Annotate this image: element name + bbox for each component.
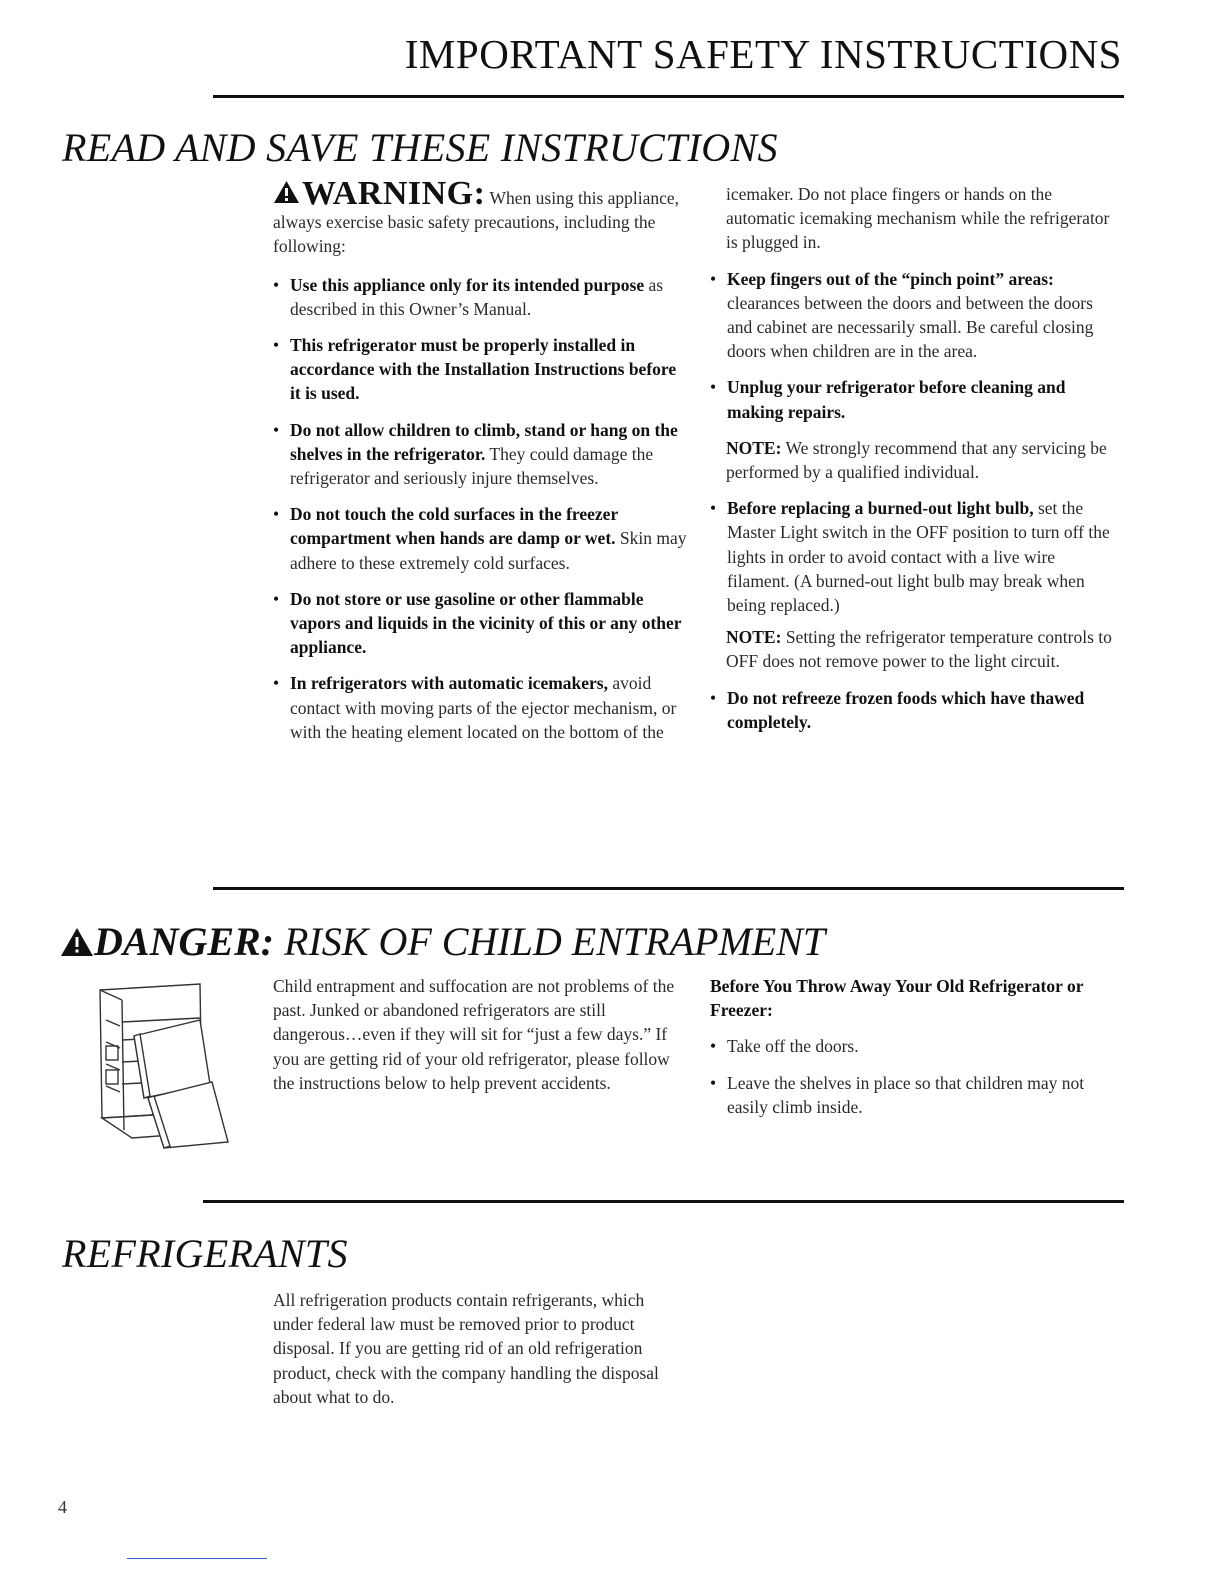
page-title: IMPORTANT SAFETY INSTRUCTIONS [404, 31, 1122, 77]
warning-intro [273, 175, 688, 259]
list-item: • Before replacing a burned-out light bulb, set the Master Light switch in the OFF position to turn off the lights in order to avoid contact with a live wire filament. (A burned-out light bulb may break when being replaced.) [710, 496, 1115, 617]
warning-intro-rest: this appliance, always exercise basic safety precautions, including the following: [273, 188, 680, 257]
right-bullet-list [710, 267, 1115, 424]
danger-word: DANGER: [94, 919, 275, 964]
left-bullet-list [273, 273, 688, 744]
list-item: • This refrigerator must be properly installed in accordance with the Installation Instructions before it is used. [273, 333, 688, 406]
warning-word: WARNING: [302, 175, 486, 212]
list-item: • Unplug your refrigerator before cleaning and making repairs. [710, 375, 1115, 423]
danger-rule [213, 887, 1124, 890]
danger-paragraph: Child entrapment and suffocation are not problems of the past. Junked or abandoned refrigerators are still dangerous…even if they will sit for “just a few days.” If you are getting rid of your old refrigerator, please follow the instructions below to help prevent accidents. [273, 976, 675, 1093]
list-item: • Take off the doors. [710, 1034, 1115, 1058]
read-save-left-column [273, 175, 688, 756]
list-item: • Do not allow children to climb, stand or hang on the shelves in the refrigerator. They could damage the refrigerator and seriously injure themselves. [273, 418, 688, 491]
list-item: • Do not refreeze frozen foods which have thawed completely. [710, 686, 1115, 734]
refrigerants-body [273, 1288, 685, 1419]
list-item: • Do not store or use gasoline or other flammable vapors and liquids in the vicinity of this or any other appliance. [273, 587, 688, 660]
danger-heading-text: RISK OF CHILD ENTRAPMENT [284, 919, 826, 964]
list-item: • Keep fingers out of the “pinch point” areas: clearances between the doors and between the doors and cabinet are necessarily small. Be careful closing doors when children are in the area. [710, 267, 1115, 364]
list-item: • Do not touch the cold surfaces in the freezer compartment when hands are damp or wet. Skin may adhere to these extremely cold surfaces. [273, 502, 688, 575]
warning-triangle-icon [60, 927, 94, 957]
title-rule [213, 95, 1124, 98]
danger-heading [60, 918, 825, 965]
list-item: • Leave the shelves in place so that children may not easily climb inside. [710, 1071, 1115, 1119]
list-item: • Use this appliance only for its intended purpose as described in this Owner’s Manual. [273, 273, 688, 321]
warning-triangle-icon [273, 180, 300, 204]
before-you-throw-away-heading: Before You Throw Away Your Old Refrigerator or Freezer: [710, 976, 1084, 1021]
refrigerants-heading: REFRIGERANTS [62, 1231, 348, 1276]
read-save-right-column [710, 182, 1115, 746]
footer-link-underline [127, 1558, 267, 1559]
refrigerants-paragraph: All refrigeration products contain refrigerants, which under federal law must be removed prior to product disposal. If you are getting rid of an old refrigeration product, check with the company handling the disposal about what to do. [273, 1290, 659, 1407]
page-number: 4 [58, 1497, 67, 1517]
refrigerants-rule [203, 1200, 1124, 1203]
note-servicing: NOTE: We strongly recommend that any servicing be performed by a qualified individual. [726, 437, 1107, 483]
refrigerator-doors-removed-illustration [92, 980, 232, 1150]
list-item: • In refrigerators with automatic icemakers, avoid contact with moving parts of the ejector mechanism, or with the heating element located on the bottom of the [273, 671, 688, 744]
danger-body [273, 974, 683, 1105]
read-save-heading: READ AND SAVE THESE INSTRUCTIONS [62, 125, 778, 170]
icemaker-continuation: icemaker. Do not place fingers or hands on the automatic icemaking mechanism while the refrigerator is plugged in. [726, 184, 1110, 253]
note-light-circuit: NOTE: Setting the refrigerator temperature controls to OFF does not remove power to the light circuit. [726, 627, 1112, 672]
warning-intro-first: When using [489, 188, 574, 208]
danger-right-column [710, 974, 1115, 1131]
danger-bullet-list [710, 1034, 1115, 1119]
